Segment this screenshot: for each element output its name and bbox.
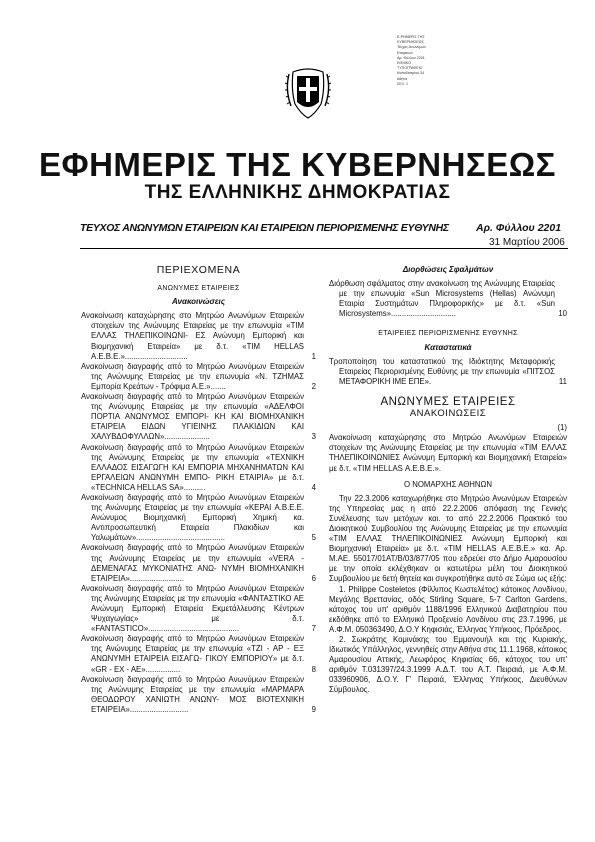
toc-entry-text: Ανακοίνωση διαγραφής από το Μητρώο Ανωνύμων Εταιρειών της Ανώνυμης Εταιρείας με την επωνυμία «ΑΔΕΛΦΟΙ ΠΟΡΤΙΑ ΑΝΩΝΥΜΟΣ ΕΜΠΟΡΙ- ΚΗ ΚΑΙ ΒΙΟΜΗΧΑΝΙΚΗ ΕΤΑΙΡΕΙΑ ΕΙΔΩΝ ΥΓΙΕΙΝΗΣ ΠΛΑΚΙΔΙΩΝ ΚΑΙ ΧΑΛΥΒΔΟΦΥΛΛΩΝ»..................... [81,392,304,442]
toc-subsection-title-2: Καταστατικά [424,342,472,352]
publisher-side-note [397,35,467,87]
toc-entry-page: 5 [311,533,316,543]
greek-coat-of-arms-icon [283,60,333,120]
toc-entry-text: Ανακοίνωση καταχώρησης στο Μητρώο Ανωνύμων Εταιρειών στοιχείων της Ανώνυμης Εταιρείας με την επωνυμία «ΤΙΜ ΕΛΛΑΣ ΤΗΛΕΠΙΚΟΙΝΩΝΙ- ΕΣ Ανώνυμη Εμπορική και Βιομηχανική Εταιρεία» με δ.τ. «TIM HELLAS Α.Ε.Β.Ε.»............................. [81,311,304,361]
toc-entry[interactable] [81,392,316,442]
toc-entry-text: Ανακοίνωση διαγραφής από το Μητρώο Ανωνύμων Εταιρειών της Ανώνυμης Εταιρείας με την επωνυμία «Ν. ΤΖΗΜΑΣ Εμπορία Κρεάτων - Τρόφιμα Α.Ε.»....... [81,361,304,391]
toc-entry-text: Διόρθωση σφάλματος στην ανακοίνωση της Ανώνυμης Εταιρείας με την επωνυμία «Sun Microsystems (Hellas) Ανώνυμη Εταιρία Συστημάτων Πληροφορικής» με δ.τ. «Sun Microsystems».............................. [329,279,555,319]
toc-entry-text: Ανακοίνωση διαγραφής από το Μητρώο Ανωνύμων Εταιρειών της Ανώνυμης Εταιρείας με την επωνυμία «ΜΑΡΜΑΡΑ ΘΕΟΔΩΡΟΥ ΧΑΝΙΩΤΗ ΑΝΩΝΥ- ΜΟΣ ΒΙΟΤΕΧΝΙΚΗ ΕΤΑΙΡΕΙΑ»........................... [81,674,304,714]
toc-section-title-2: ΕΤΑΙΡΕΙΕΣ ΠΕΡΙΟΡΙΣΜΕΝΗΣ ΕΥΘΥΝΗΣ [378,330,518,338]
side-note-line: ΚΥΒΕΡΝΗΣΕΩΣ [397,40,424,45]
toc-entry-text: Ανακοίνωση διαγραφής από το Μητρώο Ανωνύμων Εταιρειών της Ανώνυμης Εταιρείας με την επωνυμία «VERA - ΔΕΜΕΝΑΓΑΣ ΜΥΚΟΝΙΑΤΗΣ ΑΝΩ- ΝΥΜΗ ΒΙΟΜΗΧΑΝΙΚΗ ΕΤΑΙΡΕΙΑ»......................... [81,543,304,583]
toc-entry[interactable] [329,279,567,319]
coat-of-arms-seal [283,60,333,120]
authority-line: Ο ΝΟΜΑΡΧΗΣ ΑΘΗΝΩΝ [403,479,493,489]
toc-entry-page: 1 [311,351,316,361]
toc-entry[interactable] [81,584,316,634]
side-note-line: Εταιρειών [397,50,413,55]
toc-entry[interactable] [81,675,316,715]
body-paragraph: Την 22.3.2006 καταχωρήθηκε στο Μητρώο Ανωνύμων Εταιρειών της Υπηρεσίας μας η από 22.2.2006 απόφαση της Γενικής Συνέλευσης των μετόχων και. το από 22.2.2006 Πρακτικό του Διοικητικού Συμβουλίου της Ανώνυμης Εταιρείας με την επωνυμία «ΤΙΜ ΕΛΛΑΣ ΤΗΛΕΠΙΚΟΙΝΩΝΙΕΣ Ανώνυμη Εμπορική και Βιομηχανική Εταιρεία» με δ.τ. «TIM HELLAS Α.Ε.Β.Ε.» κα. Αρ. Μ.ΑΕ. 55017/01ΑΤ/Β/03/877/05 που εδρεύει στο Δήμο Αμαρουσίου με την οποία εκλέχθηκαν οι κατωτέρω μέλη του Διοικητικού Συμβουλίου με 6ετή θητεία και συγκροτήθηκε αυτό σε Σώμα ως εξής: [329,493,567,584]
side-note-line: Τεύχος Ανωνύμων [397,45,427,50]
body-paragraph: 1. Philippe Costeletos (Φίλλιπος Κωστελέτος) κάτοικος Λονδίνου, Μεγάλης Βρεττανίας, οδός Stirling Square, 5-7 Carlton Gardens, κάτοχος του υπ' αριθμόν 1188/1996 Ελληνικού Διαβατηρίου που εκδόθηκε από το Ελληνικό Προξενείο Λονδίνου στις 23.7.1996, με Α.Φ.Μ. 050363490, Δ.Ο.Υ Κηφισιάς, Έλληνας Υπήκοος, Πρόεδρος. [329,584,567,634]
toc-section-title: ΑΝΩΝΥΜΕΣ ΕΤΑΙΡΕΙΕΣ [157,285,240,293]
toc-entry-page: 11 [558,376,567,386]
toc-entry-text: Τροποποίηση του καταστατικού της Ιδιόκτητης Μεταφορικής Εταιρείας Περιορισμένης Ευθύνης με την επωνυμία «ΠΙΤΣΟΣ ΜΕΤΑΦΟΡΙΚΗ ΙΜΕ ΕΠΕ». [329,356,555,386]
toc-entry-text: Ανακοίνωση διαγραφής από το Μητρώο Ανωνύμων Εταιρειών της Ανώνυμης Εταιρείας με την επωνυμία «ΚΕΡΑΙ Α.Β.Ε.Ε. Ανώνυμος Βιομηχανική Εμπορική Χημική κα. Αντιπροσωπευτική Εταιρεία Πλακιδίων και Υαλωμάτων»......................................... [81,492,304,543]
toc-entry[interactable] [81,311,316,361]
toc-subsection-title: Ανακοινώσεις [171,297,226,307]
announcement-number: (1) [557,423,567,433]
side-note-line: Καποδιστρίου 34 [397,71,425,76]
issue-date: 31 Μαρτίου 2006 [489,237,565,248]
side-note-line: Ε-ΡΗΜΕΡΙΣ ΤΗΣ [397,35,425,39]
gazette-subtitle: ΤΗΣ ΕΛΛΗΝΙΚΗΣ ΔΗΜΟΚΡΑΤΙΑΣ [144,182,451,203]
toc-entry[interactable] [81,634,316,674]
toc-entry[interactable] [81,493,316,543]
toc-entry[interactable] [81,362,316,392]
toc-list [81,311,316,715]
toc-entry-page: 9 [311,704,316,714]
toc-entry-page: 7 [311,624,316,634]
announcement-intro: Ανακοίνωση καταχώρησης στο Μητρώο Ανωνύμων Εταιρειών στοιχείων της Ανώνυμης Εταιρείας με την επωνυμία «ΤΙΜ ΕΛΛΑΣ ΤΗΛΕΠΙΚΟΙΝΩΝΙΕΣ Ανώνυμη Εμπορική και Βιομηχανική Εταιρεία» με δ.τ. «TIM HELLAS Α.Ε.Β.Ε.». [329,433,567,473]
toc-entry-text: Ανακοίνωση διαγραφής από το Μητρώο Ανωνύμων Εταιρειών της Ανώνυμης Εταιρείας με την επωνυμία «ΤΖΙ - ΑΡ - ΕΞ ΑΝΩΝΥΜΗ ΕΤΑΙΡΕΙΑ ΕΙΣΑΓΩ- ΓΙΚΟΥ ΕΜΠΟΡΙΟΥ» με δ.τ. «GR - EX - AE»................ [81,634,304,674]
toc-entry-page: 4 [311,482,316,492]
header-divider [80,248,568,249]
toc-entry-page: 6 [311,573,316,583]
toc-entry[interactable] [81,543,316,583]
toc-entry-page: 2 [311,381,316,391]
toc-entry-text: Ανακοίνωση διαγραφής από το Μητρώο Ανωνύμων Εταιρειών της Ανώνυμης Εταιρείας με την επωνυμία «ΤΕΧΝΙΚΗ ΕΛΛΑΔΟΣ ΕΙΣΑΓΩΓΗ ΚΑΙ ΕΜΠΟΡΙΑ ΜΗΧΑΝΗΜΑΤΩΝ ΚΑΙ ΕΡΓΑΛΕΙΩΝ ΑΝΩΝΥΜΗ ΕΜΠΟ- ΡΙΚΗ ΕΤΑΙΡΙΑ» με δ.τ. «TECHNICA HELLAS SA».......... [81,442,304,492]
body-heading: ΑΝΩΝΥΜΕΣ ΕΤΑΙΡΕΙΕΣ [380,395,516,408]
body-subheading: ΑΝΑΚΟΙΝΩΣΕΙΣ [409,408,487,420]
toc-entry-text: Ανακοίνωση διαγραφής από το Μητρώο Ανωνύμων Εταιρειών της Ανώνυμης Εταιρείας με την επωνυμία «ΦΑΝΤΑΣΤΙΚΟ ΑΕ Ανώνυμη Εμπορική Εταιρεία Εκμετάλλευσης Κέντρων Ψυχαγωγίας» με δ.τ. «FANTASTICO».......................................... [81,583,304,634]
corrections-list [329,279,567,319]
side-note-line: Αρ. Φύλλου 2201 [397,55,425,60]
toc-entry-page: 3 [311,432,316,442]
toc-entry-page: 10 [558,309,567,319]
body-paragraph: 2. Σωκράτης Κομινάκης του Εμμανουήλ και της Κυριακής, Ιδιωτικός Υπάλληλος, γεννηθείς στην Αθήνα στις 11.1.1968, κάτοικος Αμαρουσίου Αττικής, Λεωφόρος Κηφισίας 66, κάτοχος του υπ' αριθμόν Τ.031397/24.3.1999 Α.Δ.Τ. του Α.Τ. Πειραιά, με Α.Φ.Μ. 033960906, Δ.Ο.Υ. Γ' Πειραιά, Έλληνας Υπήκοος, Διευθύνων Σύμβουλος. [329,635,567,695]
toc-entry[interactable] [81,443,316,493]
side-note-line: ΤΥΠΟΓΡΑΦΕΙΟ [397,66,423,71]
content-column [329,265,567,696]
toc-column [81,265,316,715]
corrections-heading: Διορθώσεις Σφαλμάτων [402,265,494,274]
side-note-line: Αθήνα [397,76,408,81]
toc-list-2 [329,357,567,387]
toc-heading: ΠΕΡΙΕΧΟΜΕΝΑ [156,264,241,276]
toc-entry[interactable] [329,357,567,387]
side-note-line: ΕΘΝΙΚΟ [397,61,411,66]
gazette-title: ΕΦΗΜΕΡΙΣ ΤΗΣ ΚΥΒΕΡΝΗΣΕΩΣ [39,146,556,183]
toc-entry-page: 8 [311,664,316,674]
issue-number: Αρ. Φύλλου 2201 [476,222,562,234]
side-note-line: ΣΕΛ. 1 [397,81,409,86]
issue-series: ΤΕΥΧΟΣ ΑΝΩΝΥΜΩΝ ΕΤΑΙΡΕΙΩΝ ΚΑΙ ΕΤΑΙΡΕΙΩΝ ΠΕΡΙΟΡΙΣΜΕΝΗΣ ΕΥΘΥΝΗΣ [80,222,449,234]
